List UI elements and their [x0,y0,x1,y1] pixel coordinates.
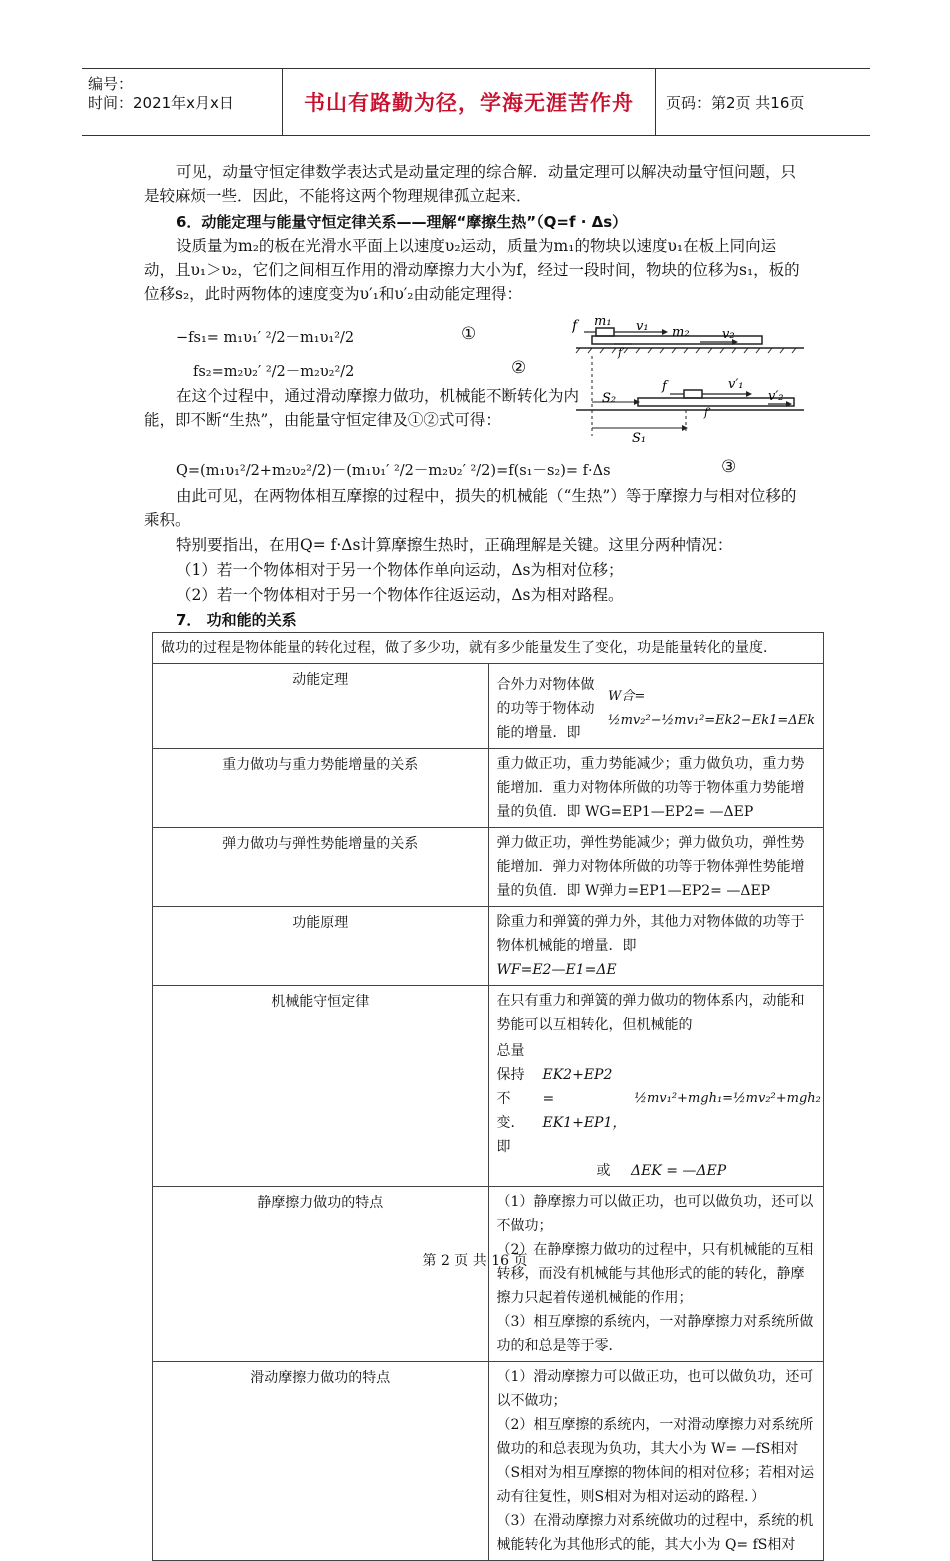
table-row [153,1362,824,1561]
conservation-formula: EK2+EP2 = EK1+EP1， [542,1067,627,1131]
paragraph-3: 在这个过程中，通过滑动摩擦力做功，机械能不断转化为内能，即不断“生热”，由能量守恒定律及①②式可得： [144,387,580,429]
kinetic-theorem-formula: W合= ½mv₂²−½mv₁²=Ek2−Ek1=ΔEk [608,689,815,728]
label-f-prime-top: f′ [618,346,625,359]
table-row [153,828,824,907]
list-item: （3）相互摩擦的系统内，一对静摩擦力对系统所做功的和总是等于零． [496,1314,814,1354]
heading-7: 7． 功和能的关系 [176,611,297,629]
paragraph-1: 可见，动量守恒定律数学表达式是动量定理的综合解．动量定理可以解决动量守恒问题，只是较麻烦一些．因此，不能将这两个物理规律孤立起来． [144,163,797,205]
row-value [488,986,824,1187]
label-s2: S₂ [602,391,617,406]
page-header [82,68,870,136]
row-key: 滑动摩擦力做功的特点 [153,1362,489,1561]
equation-1: −fs₁= m₁υ₁′ ²/2－m₁υ₁²/2 [176,330,355,346]
table-row [153,986,824,1187]
label-v1: v₁ [636,319,649,334]
paragraph-5: 特别要指出，在用Q= f·Δs计算摩擦生热时，正确理解是关键。这里分两种情况： [176,536,733,554]
block-top [596,328,614,336]
table-intro: 做功的过程是物体能量的转化过程，做了多少功，就有多少能量发生了变化，功是能量转化的量度． [153,633,824,664]
list-item: （2）在静摩擦力做功的过程中，只有机械能的互相转移，而没有机械能与其他形式的能的转化，静摩擦力只起着传递机械能的作用； [496,1242,814,1306]
case-1: （1）若一个物体相对于另一个物体作单向运动，Δs为相对位移； [176,561,624,579]
block-bottom [684,390,702,398]
label-f-prime-bottom: f′ [704,406,711,419]
table-row [153,749,824,828]
table-row [153,633,824,664]
friction-diagram [572,316,810,448]
list-item: （1）滑动摩擦力可以做正功，也可以做负功，还可以不做功； [496,1369,814,1409]
row-key: 弹力做功与弹性势能增量的关系 [153,828,489,907]
time-label: 时间：2021年x月x日 [88,94,234,112]
label-v1-prime: v′₁ [728,377,744,392]
list-item: （3）在滑动摩擦力对系统做功的过程中，系统的机械能转化为其他形式的能，其大小为 Q= fS相对 [496,1513,814,1553]
paragraph-2: 设质量为m₂的板在光滑水平面上以速度υ₂运动，质量为m₁的物块以速度υ₁在板上同向运动，且υ₁＞υ₂，它们之间相互作用的滑动摩擦力大小为f，经过一段时间，物块的位移为s₁，板的位移s₂，此时两物体的速度变为υ′₁和υ′₂由动能定理得： [144,237,800,303]
table-row [153,907,824,986]
row-value: 弹力做正功，弹性势能减少；弹力做负功，弹性势能增加．弹力对物体所做的功等于物体弹性势能增量的负值．即 W弹力=EP1—EP2= —ΔEP [488,828,824,907]
label-f-bottom: f [662,379,667,394]
header-motto-cell [283,69,656,135]
equation-2: fs₂=m₂υ₂′ ²/2－m₂υ₂²/2 [193,364,355,380]
heading-6: 6．动能定理与能量守恒定律关系——理解“摩擦生热”（Q=f · Δs） [176,213,628,231]
code-label: 编号： [88,75,134,93]
row-key: 功能原理 [153,907,489,986]
case-2: （2）若一个物体相对于另一个物体作往返运动，Δs为相对路程。 [176,586,624,604]
row-key: 重力做功与重力势能增量的关系 [153,749,489,828]
work-energy-principle-formula: WF=E2—E1=ΔE [496,962,617,978]
row-value [488,664,824,749]
work-energy-table [152,632,824,1561]
page-footer: 第 2 页 共 16 页 [422,1253,528,1269]
label-v2: v₂ [722,327,735,342]
work-energy-principle-text: 除重力和弹簧的弹力外，其他力对物体做的功等于物体机械能的增量．即 [496,914,805,954]
header-left-cell [82,69,283,135]
label-f: f [572,318,578,334]
label-s1: S₁ [632,431,647,446]
equation-3-number: ③ [721,457,737,477]
diagram-top [572,316,804,359]
row-key: 动能定理 [153,664,489,749]
conservation-text-2: 总量保持不变．即 [496,1043,525,1155]
motto: 书山有路勤为径，学海无涯苦作舟 [304,91,634,115]
equation-1-number: ① [461,324,477,344]
label-v2-prime: v′₂ [768,389,784,404]
label-m1: m₁ [594,316,612,329]
page-info: 页码：第2页 共16页 [666,93,805,112]
equation-2-number: ② [511,358,527,378]
paragraph-4: 由此可见，在两物体相互摩擦的过程中，损失的机械能（“生热”）等于摩擦力与相对位移的乘积。 [144,487,797,529]
row-value [488,1362,824,1561]
row-value: 重力做正功，重力势能减少；重力做负功，重力势能增加．重力对物体所做的功等于物体重力势能增量的负值．即 WG=EP1—EP2= —ΔEP [488,749,824,828]
list-item: （1）静摩擦力可以做正功，也可以做负功，还可以不做功； [496,1194,814,1234]
row-value [488,907,824,986]
equation-3: Q=(m₁υ₁²/2+m₂υ₂²/2)－(m₁υ₁′ ²/2－m₂υ₂′ ²/2)=f(s₁－s₂)= f·Δs [176,463,611,479]
header-page-cell [656,69,870,135]
row-value [488,1187,824,1362]
conservation-or: 或 [596,1163,611,1179]
table-row [153,664,824,749]
row-key: 机械能守恒定律 [153,986,489,1187]
conservation-text: 在只有重力和弹簧的弹力做功的物体系内，动能和势能可以互相转化，但机械能的 [496,993,805,1033]
table-row [153,1187,824,1362]
diagram-bottom [576,377,804,446]
row-key: 静摩擦力做功的特点 [153,1187,489,1362]
conservation-formula-3: ΔEK = —ΔEP [630,1163,727,1179]
label-m2: m₂ [672,325,690,340]
list-item: （2）相互摩擦的系统内，一对滑动摩擦力对系统所做功的和总表现为负功，其大小为 W= —fS相对 （S相对为相互摩擦的物体间的相对位移；若相对运动有往复性，则S相对为相对运动的路程．） [496,1417,815,1505]
conservation-formula-2: ½mv₁²+mgh₁=½mv₂²+mgh₂ [634,1091,821,1106]
kinetic-theorem-text: 合外力对物体做的功等于物体动能的增量．即 [496,677,595,741]
